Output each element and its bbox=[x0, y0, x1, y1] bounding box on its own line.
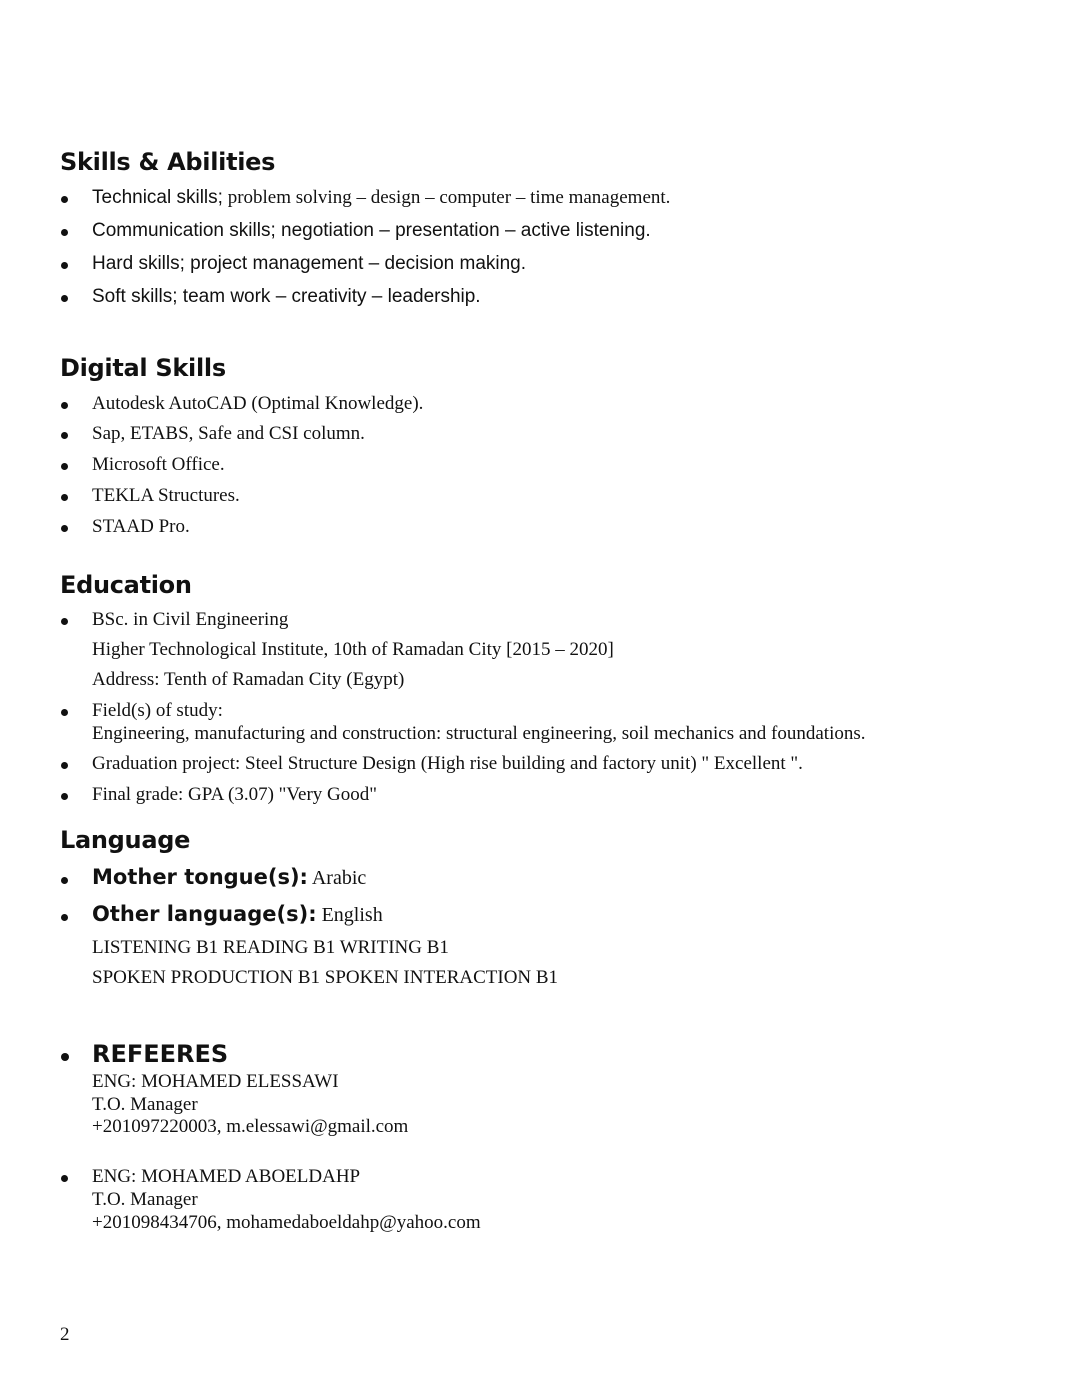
education-grade: Final grade: GPA (3.07) "Very Good" bbox=[92, 784, 378, 805]
referee-1-role: T.O. Manager bbox=[92, 1094, 198, 1115]
referee-2-name: ENG: MOHAMED ABOELDAHP bbox=[92, 1166, 361, 1187]
bullet-icon bbox=[61, 295, 68, 302]
language-mother-value: Arabic bbox=[307, 867, 367, 889]
education-field-label: Field(s) of study: bbox=[92, 700, 223, 721]
skills-item-hard: Hard skills; project management – decision making. bbox=[92, 253, 527, 274]
language-mother-label: Mother tongue(s): bbox=[92, 865, 308, 889]
bullet-icon bbox=[61, 709, 68, 716]
referee-2-role: T.O. Manager bbox=[92, 1189, 198, 1210]
bullet-icon bbox=[61, 1053, 69, 1061]
skills-item-communication: Communication skills; negotiation – presentation – active listening. bbox=[92, 220, 651, 241]
skills-item-rest: problem solving – design – computer – time management. bbox=[222, 187, 671, 208]
referee-1-contact: +201097220003, m.elessawi@gmail.com bbox=[92, 1116, 409, 1137]
bullet-icon bbox=[61, 525, 68, 532]
education-heading: Education bbox=[60, 571, 192, 599]
bullet-icon bbox=[61, 463, 68, 470]
education-institute: Higher Technological Institute, 10th of Ramadan City [2015 – 2020] bbox=[92, 639, 614, 660]
bullet-icon bbox=[61, 229, 68, 236]
bullet-icon bbox=[61, 914, 68, 921]
language-levels-2: SPOKEN PRODUCTION B1 SPOKEN INTERACTION B1 bbox=[92, 967, 559, 988]
digital-item: Autodesk AutoCAD (Optimal Knowledge). bbox=[92, 393, 424, 414]
skills-item-lead: Technical skills; bbox=[92, 187, 223, 208]
digital-item: Sap, ETABS, Safe and CSI column. bbox=[92, 423, 365, 444]
language-other-label: Other language(s): bbox=[92, 902, 317, 926]
referee-1-name: ENG: MOHAMED ELESSAWI bbox=[92, 1071, 339, 1092]
bullet-icon bbox=[61, 793, 68, 800]
bullet-icon bbox=[61, 618, 68, 625]
bullet-icon bbox=[61, 432, 68, 439]
digital-item: STAAD Pro. bbox=[92, 516, 190, 537]
education-field-value: Engineering, manufacturing and construction: structural engineering, soil mechanics and foundations. bbox=[92, 723, 866, 744]
bullet-icon bbox=[61, 1175, 68, 1182]
digital-item: Microsoft Office. bbox=[92, 454, 225, 475]
referees-heading: REFEERES bbox=[92, 1040, 229, 1068]
referee-2-contact: +201098434706, mohamedaboeldahp@yahoo.com bbox=[92, 1212, 481, 1233]
bullet-icon bbox=[61, 494, 68, 501]
language-other-value: English bbox=[316, 904, 383, 926]
language-other bbox=[92, 902, 383, 927]
skills-item-soft: Soft skills; team work – creativity – leadership. bbox=[92, 286, 481, 307]
skills-heading: Skills & Abilities bbox=[60, 148, 276, 176]
language-heading: Language bbox=[60, 826, 191, 854]
digital-item: TEKLA Structures. bbox=[92, 485, 240, 506]
page-number: 2 bbox=[60, 1324, 70, 1345]
skills-item-technical bbox=[92, 187, 670, 209]
bullet-icon bbox=[61, 762, 68, 769]
bullet-icon bbox=[61, 877, 68, 884]
bullet-icon bbox=[61, 196, 68, 203]
bullet-icon bbox=[61, 262, 68, 269]
digital-skills-heading: Digital Skills bbox=[60, 354, 226, 382]
bullet-icon bbox=[61, 402, 68, 409]
language-mother bbox=[92, 865, 366, 890]
education-project: Graduation project: Steel Structure Design (High rise building and factory unit) " Excellent ". bbox=[92, 753, 803, 774]
language-levels-1: LISTENING B1 READING B1 WRITING B1 bbox=[92, 937, 449, 958]
education-address: Address: Tenth of Ramadan City (Egypt) bbox=[92, 669, 405, 690]
education-degree: BSc. in Civil Engineering bbox=[92, 609, 289, 630]
